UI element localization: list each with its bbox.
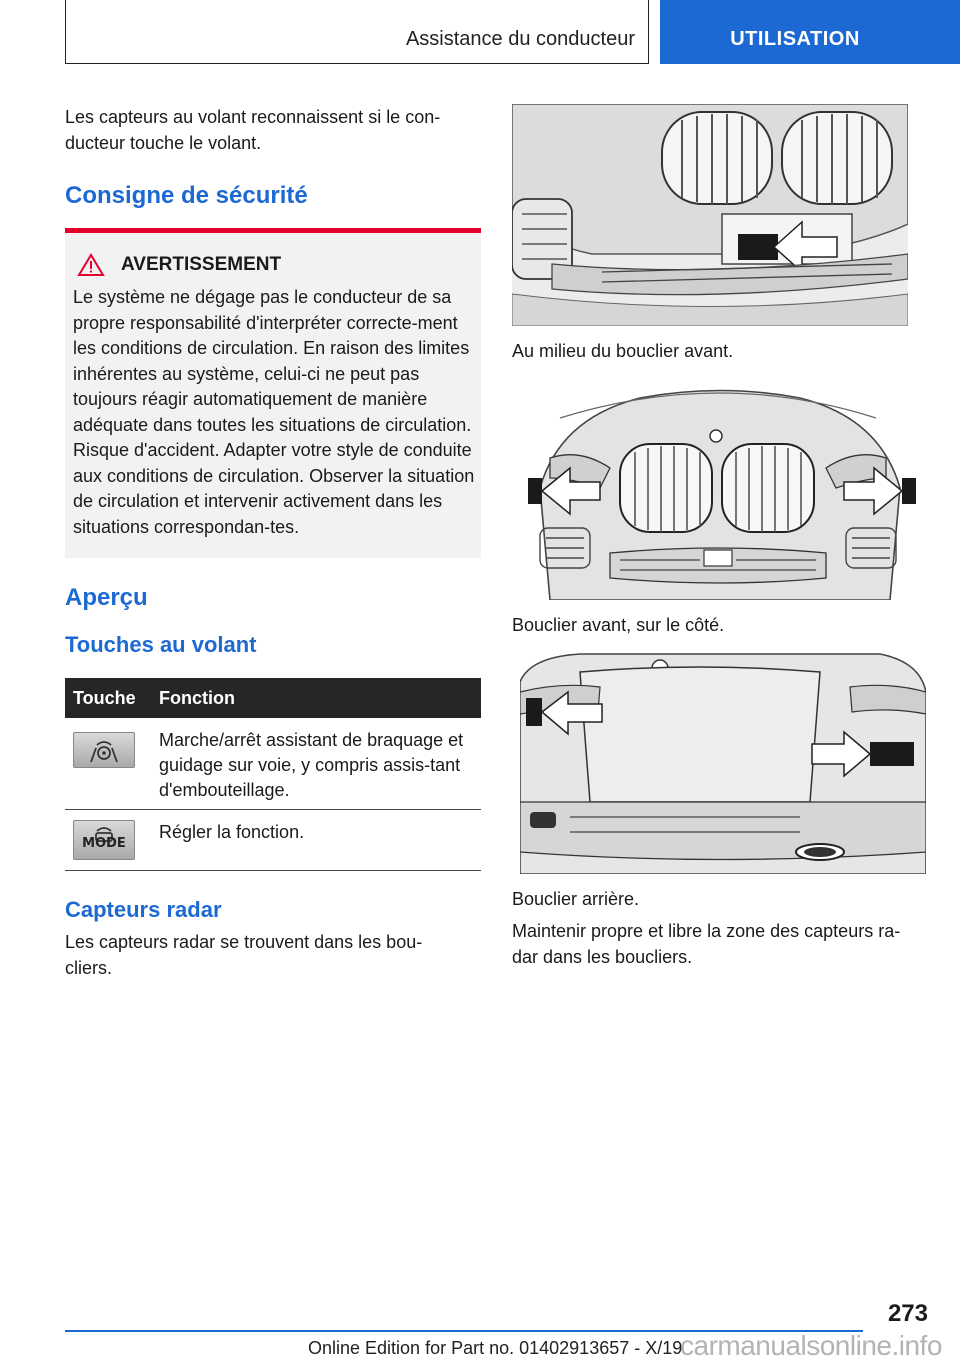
header-section-box <box>65 0 649 64</box>
table-header-row <box>65 678 481 718</box>
table-cell-function: Régler la fonction. <box>151 810 481 871</box>
front-center-sensor-image <box>512 104 908 326</box>
radar-maintenance-note: Maintenir propre et libre la zone des capteurs ra-dar dans les boucliers. <box>512 921 901 967</box>
table-cell-function: Marche/arrêt assistant de braquage et guidage sur voie, y compris assis-tant d'embouteillage. <box>151 718 481 810</box>
table-row <box>65 718 481 810</box>
caption-rear: Bouclier arrière. <box>512 889 640 909</box>
table-header-key: Touche <box>65 678 151 718</box>
page-number: 273 <box>887 1300 928 1327</box>
radar-heading: Capteurs radar <box>65 897 222 922</box>
warning-box <box>65 228 481 558</box>
safety-heading: Consigne de sécurité <box>65 182 308 209</box>
right-column <box>512 104 928 970</box>
buttons-heading: Touches au volant <box>65 632 257 657</box>
front-side-sensors-image <box>520 378 916 600</box>
warning-title: AVERTISSEMENT <box>121 254 282 275</box>
left-column <box>65 104 481 981</box>
warning-header <box>77 253 475 277</box>
caption-front-center: Au milieu du bouclier avant. <box>512 341 734 361</box>
warning-text: Le système ne dégage pas le conducteur de sa propre responsabilité d'interpréter correcte-ment les conditions de circulation. En raison des limites inhérentes au système, celui-ci ne peut pas toujours réagir automatiquement de manière adéquate dans toutes les situations de circulation. Risque d'accident. Adapter votre style de conduite aux conditions de circulation. Observer la situation de circulation et intervenir activement dans les situations correspondan-tes. <box>73 287 475 537</box>
mode-key-label: MODE <box>82 836 126 851</box>
rear-sensors-image <box>520 652 926 874</box>
steering-assist-icon <box>73 732 135 768</box>
footer-edition: Online Edition for Part no. 01402913657 - X/19 <box>308 1338 683 1358</box>
overview-heading: Aperçu <box>65 584 148 611</box>
intro-paragraph: Les capteurs au volant reconnaissent si le con-ducteur touche le volant. <box>65 107 441 153</box>
header-chapter-tab: UTILISATION <box>660 0 960 64</box>
watermark-text: carmanualsonline.info <box>680 1330 942 1361</box>
caption-front-side: Bouclier avant, sur le côté. <box>512 615 725 635</box>
table-header-function: Fonction <box>151 678 481 718</box>
buttons-table <box>65 678 481 871</box>
mode-button-icon <box>73 820 135 860</box>
warning-triangle-icon <box>77 253 105 277</box>
radar-paragraph: Les capteurs radar se trouvent dans les bou-cliers. <box>65 932 423 978</box>
header-section-title: Assistance du conducteur <box>405 28 635 50</box>
table-row <box>65 810 481 871</box>
